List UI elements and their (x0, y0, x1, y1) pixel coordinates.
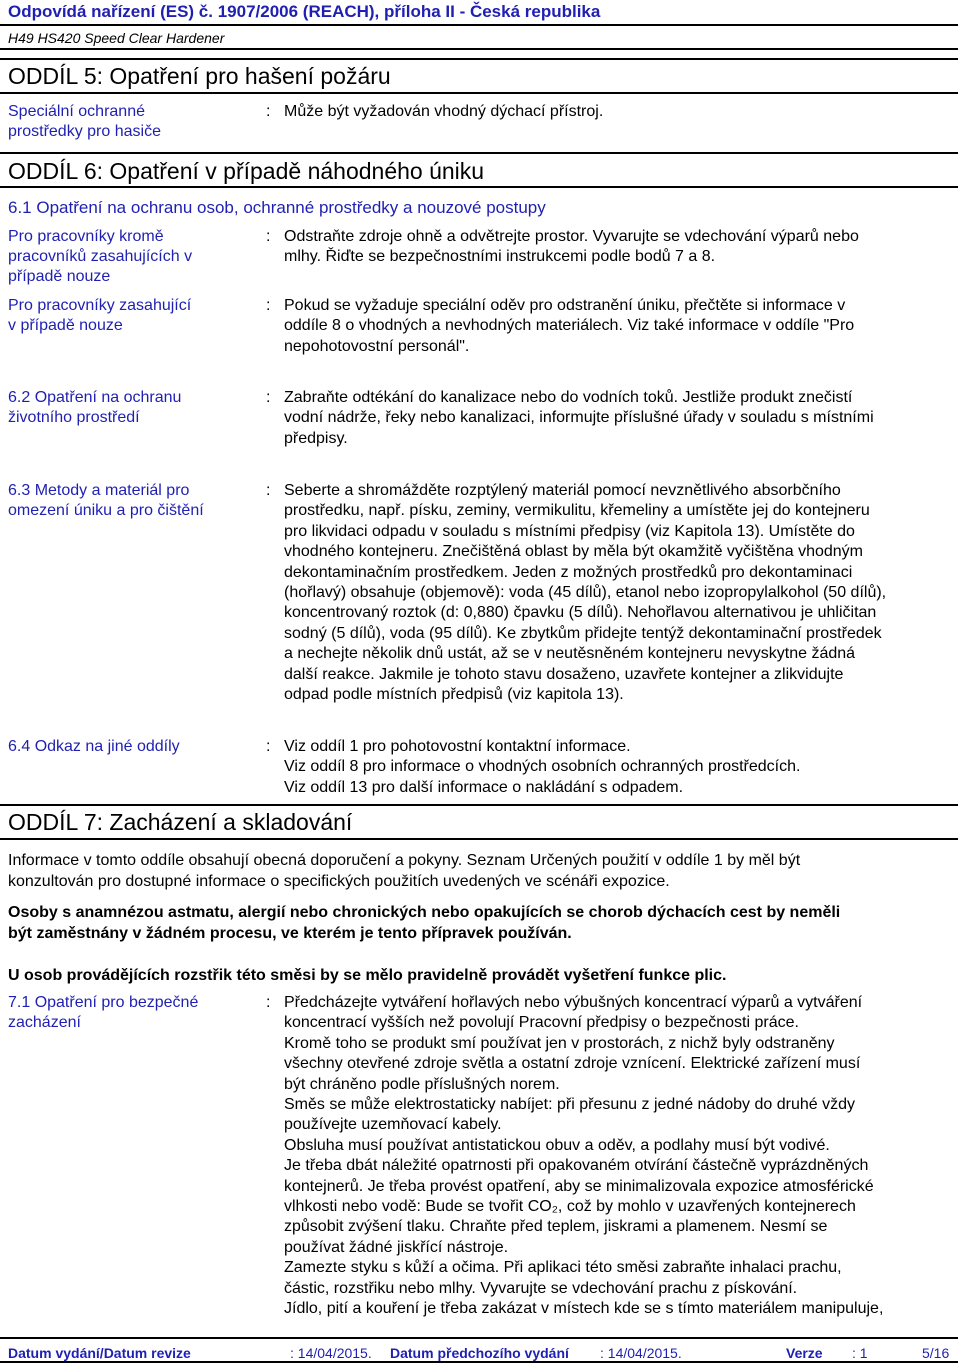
section7-intro (8, 850, 952, 892)
label-line: životního prostředí (8, 409, 140, 426)
text-line: vodní nádrže, řeky nebo kanalizaci, informujte příslušné úřady v souladu s místními (284, 409, 874, 427)
page-footer (0, 1337, 958, 1363)
containment-methods-label (8, 481, 248, 521)
text-line: předpisy. (284, 429, 348, 447)
text-line: Jídlo, pití a kouření je třeba zakázat v místech kde se s tímto materiálem manipuluje, (284, 1300, 884, 1318)
environmental-precautions-label (8, 388, 248, 428)
colon: : (266, 103, 271, 120)
previous-date-label: Datum předchozího vydání (390, 1345, 569, 1361)
label-line: omezení úniku a pro čištění (8, 502, 204, 519)
version-label: Verze (786, 1345, 823, 1361)
text-line: Kromě toho se produkt smí používat jen v prostorách, z nichž byly odstraněny (284, 1034, 835, 1052)
text-line: Je třeba dbát náležité opatrnosti při opakovaném otvírání částečně vyprázdněných (284, 1157, 869, 1175)
text-line: pro likvidaci odpadu v souladu s místními předpisy (viz Kapitola 13). Umístěte do (284, 522, 855, 540)
containment-methods-text (284, 481, 952, 705)
section5-title: ODDÍL 5: Opatření pro hašení požáru (8, 63, 391, 89)
firefighter-equipment-text: Může být vyžadován vhodný dýchací přístroj. (284, 103, 604, 120)
text-line: mlhy. Řiďte se bezpečnostními instrukcemi podle bodů 7 a 8. (284, 248, 716, 266)
environmental-precautions-text (284, 388, 952, 449)
text-fragment: vlhkosti nebo vodě: Bude se tvořit (284, 1198, 528, 1216)
text-fragment: , což by mohlo v uzavřených kontejnerech (557, 1198, 856, 1216)
text-line: kontejnerů. Je třeba provést opatření, aby se minimalizovala expozice atmosférické (284, 1177, 874, 1195)
text-line: Předcházejte vytváření hořlavých nebo výbušných koncentrací výparů a vytváření (284, 994, 863, 1011)
section6-title: ODDÍL 6: Opatření v případě náhodného úniku (8, 158, 485, 184)
subsection-6-1-title: 6.1 Opatření na ochranu osob, ochranné prostředky a nouzové postupy (8, 198, 546, 217)
label-line: Pro pracovníky zasahující (8, 297, 192, 314)
label-line: v případě nouze (8, 317, 123, 334)
product-bar (0, 24, 958, 50)
text-line: konzultován pro dostupné informace o specifických použitích uvedených ve scénáři expozice. (8, 873, 670, 890)
text-line: koncentrovaný roztok (d: 0,880) čpavku (5 dílů). Nehořlavou alternativou je uhličitan (284, 604, 877, 622)
label-line: prostředky pro hasiče (8, 123, 161, 140)
spray-note: U osob provádějících rozstřik této směsi by se mělo pravidelně provádět vyšetření funkce plic. (8, 967, 727, 984)
text-line: prostředku, např. písku, zeminy, vermikulitu, křemeliny a umístěte jej do kontejneru (284, 502, 870, 520)
issue-date-value: : 14/04/2015. (290, 1345, 372, 1361)
other-sections-reference-label: 6.4 Odkaz na jiné oddíly (8, 738, 180, 755)
text-line: koncentrací vyšších než povolují Pracovní předpisy o bezpečnosti práce. (284, 1014, 799, 1032)
text-line: být zaměstnány v žádném procesu, ve kterém je tento přípravek používán. (8, 925, 572, 942)
colon: : (266, 297, 271, 314)
text-line: Zabraňte odtékání do kanalizace nebo do vodních toků. Jestliže produkt znečistí (284, 389, 853, 406)
label-line: Speciální ochranné (8, 103, 145, 120)
text-line: oddíle 8 o vhodných a nevhodných materiálech. Viz také informace v oddíle "Pro (284, 317, 855, 335)
label-line: zacházení (8, 1014, 81, 1031)
text-line: Viz oddíl 8 pro informace o vhodných osobních ochranných prostředcích. (284, 758, 801, 776)
text-line: dekontaminačním prostředkem. Jeden z možných prostředků pro dekontaminaci (284, 563, 853, 581)
label-line: 7.1 Opatření pro bezpečné (8, 994, 199, 1011)
text-line: používat žádné jiskřící nástroje. (284, 1238, 509, 1256)
text-line-co2 (284, 1197, 952, 1217)
safe-handling-label (8, 993, 248, 1033)
text-line: Zamezte styku s kůží a očima. Při aplikaci této směsi zabraňte inhalaci prachu, (284, 1259, 842, 1277)
text-line: používejte uzemňovací kabely. (284, 1116, 502, 1134)
text-line: další reakce. Jakmile je tohoto stavu dosaženo, uzavřete kontejner a zlikvidujte (284, 665, 844, 683)
text-line: Odstraňte zdroje ohně a odvětrejte prostor. Vyvarujte se vdechování výparů nebo (284, 228, 859, 245)
regulation-header: Odpovídá nařízení (ES) č. 1907/2006 (REACH), příloha II - Česká republika (8, 2, 601, 21)
non-emergency-personnel-label (8, 227, 248, 287)
text-line: Osoby s anamnézou astmatu, alergií nebo chronických nebo opakujících se chorob dýchacích cest by neměli (8, 904, 841, 921)
colon: : (266, 482, 271, 499)
text-line: Obsluha musí používat antistatickou obuv a oděv, a podlahy musí být vodivé. (284, 1136, 830, 1154)
text-line: Informace v tomto oddíle obsahují obecná doporučení a pokyny. Seznam Určených použití v oddíle 1 by měl být (8, 852, 801, 869)
page-number: 5/16 (922, 1345, 950, 1361)
colon: : (266, 738, 271, 755)
non-emergency-personnel-text (284, 227, 952, 268)
label-line: 6.3 Metody a materiál pro (8, 482, 190, 499)
text-line: Viz oddíl 13 pro další informace o nakládání s odpadem. (284, 778, 684, 796)
colon: : (266, 228, 271, 245)
text-line: Viz oddíl 1 pro pohotovostní kontaktní informace. (284, 738, 631, 755)
text-line: Směs se může elektrostaticky nabíjet: při přesunu z jedné nádoby do druhé vždy (284, 1096, 855, 1114)
text-line: a nechejte několik dnů ustát, až se v neutěsněném kontejneru nevyskytne žádná (284, 645, 856, 663)
text-line: Seberte a shromážděte rozptýlený materiál pomocí nevznětlivého absorbčního (284, 482, 841, 499)
text-line: nepohotovostní personál". (284, 337, 470, 355)
text-line: vhodného kontejneru. Znečištěná oblast by měla být okamžitě vyčištěna vhodným (284, 543, 863, 561)
text-line: částic, rozstřiku nebo mlhy. Vyvarujte se vdechování prachu z pískování. (284, 1279, 798, 1297)
label-line: pracovníků zasahujících v (8, 248, 193, 265)
issue-date-label: Datum vydání/Datum revize (8, 1345, 191, 1361)
co2-formula: CO₂ (527, 1198, 558, 1216)
previous-date-value: : 14/04/2015. (600, 1345, 682, 1361)
text-line: (hořlavý) obsahuje (objemově): voda (45 dílů), etanol nebo izopropylalkohol (50 dílů), (284, 584, 887, 602)
version-value: : 1 (852, 1345, 868, 1361)
text-line: být chráněno podle příslušných norem. (284, 1075, 560, 1093)
text-line: odpad podle místních předpisů (viz kapitola 13). (284, 686, 624, 704)
asthma-warning (8, 902, 952, 944)
text-line: všechny otevřené zdroje světla a ostatní zdroje vznícení. Elektrické zařízení musí (284, 1055, 861, 1073)
label-line: Pro pracovníky kromě (8, 228, 164, 245)
text-line: způsobit zvýšení tlaku. Chraňte před teplem, jiskrami a plamenem. Nesmí se (284, 1218, 828, 1236)
colon: : (266, 994, 271, 1011)
product-name: H49 HS420 Speed Clear Hardener (8, 30, 225, 46)
firefighter-equipment-label (8, 102, 248, 142)
text-line: sodný (5 dílů), voda (95 dílů). Ke zbytkům přidejte tentýž dekontaminační prostředek (284, 624, 882, 642)
safe-handling-text (284, 993, 952, 1320)
section7-title: ODDÍL 7: Zacházení a skladování (8, 809, 353, 835)
emergency-responders-text (284, 296, 952, 357)
colon: : (266, 389, 271, 406)
text-line: Pokud se vyžaduje speciální oděv pro odstranění úniku, přečtěte si informace v (284, 297, 846, 314)
emergency-responders-label (8, 296, 248, 336)
other-sections-reference-text (284, 737, 952, 798)
label-line: případě nouze (8, 268, 111, 285)
label-line: 6.2 Opatření na ochranu (8, 389, 182, 406)
